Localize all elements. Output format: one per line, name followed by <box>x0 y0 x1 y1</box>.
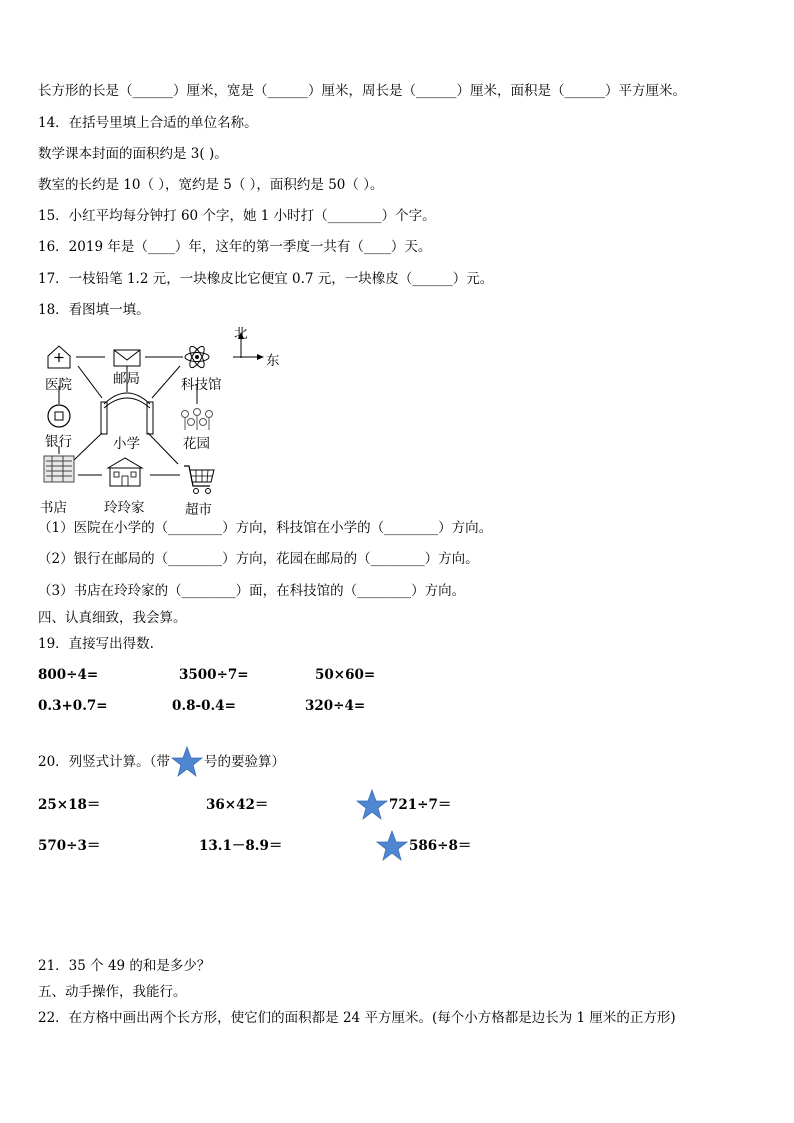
calc19-item: 3500÷7= <box>179 667 249 683</box>
calc20-item: 36×42＝ <box>206 797 269 813</box>
q20-title-end: 号的要验算） <box>204 754 285 770</box>
compass-east-label: 东 <box>266 353 280 369</box>
q19-title: 19．直接写出得数. <box>38 636 154 652</box>
calc20-item: 721÷7＝ <box>389 797 452 813</box>
bank-label: 银行 <box>45 434 72 450</box>
calc20-item: 570÷3＝ <box>38 838 101 854</box>
q20-title-start: 20．列竖式计算。（带 <box>38 754 170 770</box>
shopping-cart-icon <box>184 466 214 494</box>
calc20-item: 586÷8＝ <box>409 838 472 854</box>
q18-title: 18．看图填一填。 <box>38 302 150 318</box>
envelope-icon <box>114 350 140 366</box>
atom-icon <box>185 344 209 369</box>
q16: 16．2019 年是（____）年，这年的第一季度一共有（____）天。 <box>38 239 432 255</box>
science-museum-label: 科技馆 <box>181 377 222 393</box>
compass-north-label: 北 <box>234 326 248 342</box>
q14-title: 14．在括号里填上合适的单位名称。 <box>38 115 258 131</box>
books-icon <box>44 456 74 482</box>
q18-item-3: （3）书店在玲玲家的（________）面，在科技馆的（________）方向。 <box>38 583 466 599</box>
q21: 21．35 个 49 的和是多少？ <box>38 958 211 974</box>
calc19-item: 0.3+0.7= <box>38 698 108 714</box>
coin-icon <box>48 405 70 427</box>
q17: 17．一枝铅笔 1.2 元，一块橡皮比它便宜 0.7 元，一块橡皮（______）元。 <box>38 271 494 287</box>
q14-item-b: 教室的长约是 10（ ），宽约是 5（ ），面积约是 50（ ）。 <box>38 177 384 193</box>
q14-item-a: 数学课本封面的面积约是 3( )。 <box>38 146 228 162</box>
flowers-icon <box>182 409 213 431</box>
q18-item-1: （1）医院在小学的（________）方向，科技馆在小学的（________）方向。 <box>38 520 493 536</box>
q22: 22．在方格中画出两个长方形，使它们的面积都是 24 平方厘米。(每个小方格都是边长为 1 厘米的正方形) <box>38 1010 676 1026</box>
direction-map <box>30 320 300 520</box>
school-label: 小学 <box>113 436 140 452</box>
lingling-home-label: 玲玲家 <box>104 500 145 516</box>
calc20-item: 25×18＝ <box>38 797 101 813</box>
map-lines <box>30 320 300 520</box>
garden-label: 花园 <box>183 436 210 452</box>
q15: 15．小红平均每分钟打 60 个字，她 1 小时打（________）个字。 <box>38 208 436 224</box>
calc19-item: 800÷4= <box>38 667 99 683</box>
star-icon <box>376 830 408 862</box>
supermarket-label: 超市 <box>185 502 212 518</box>
calc19-item: 50×60= <box>315 667 376 683</box>
bookstore-label: 书店 <box>40 500 67 516</box>
post-office-label: 邮局 <box>113 371 140 387</box>
school-gate-icon <box>101 393 153 434</box>
section-5-heading: 五、动手操作，我能行。 <box>38 984 187 1000</box>
calc19-item: 320÷4= <box>305 698 366 714</box>
star-icon <box>356 789 388 821</box>
calc20-item: 13.1－8.9＝ <box>199 838 283 854</box>
hospital-label: 医院 <box>45 377 72 393</box>
star-icon <box>171 746 203 778</box>
q13-continuation: 长方形的长是（______）厘米，宽是（______）厘米，周长是（______）厘米，面积是（______）平方厘米。 <box>38 83 686 99</box>
house-icon <box>108 458 142 486</box>
section-4-heading: 四、认真细致，我会算。 <box>38 610 187 626</box>
q18-item-2: （2）银行在邮局的（________）方向，花园在邮局的（________）方向。 <box>38 551 479 567</box>
hospital-icon <box>48 346 70 368</box>
calc19-item: 0.8-0.4= <box>172 698 236 714</box>
